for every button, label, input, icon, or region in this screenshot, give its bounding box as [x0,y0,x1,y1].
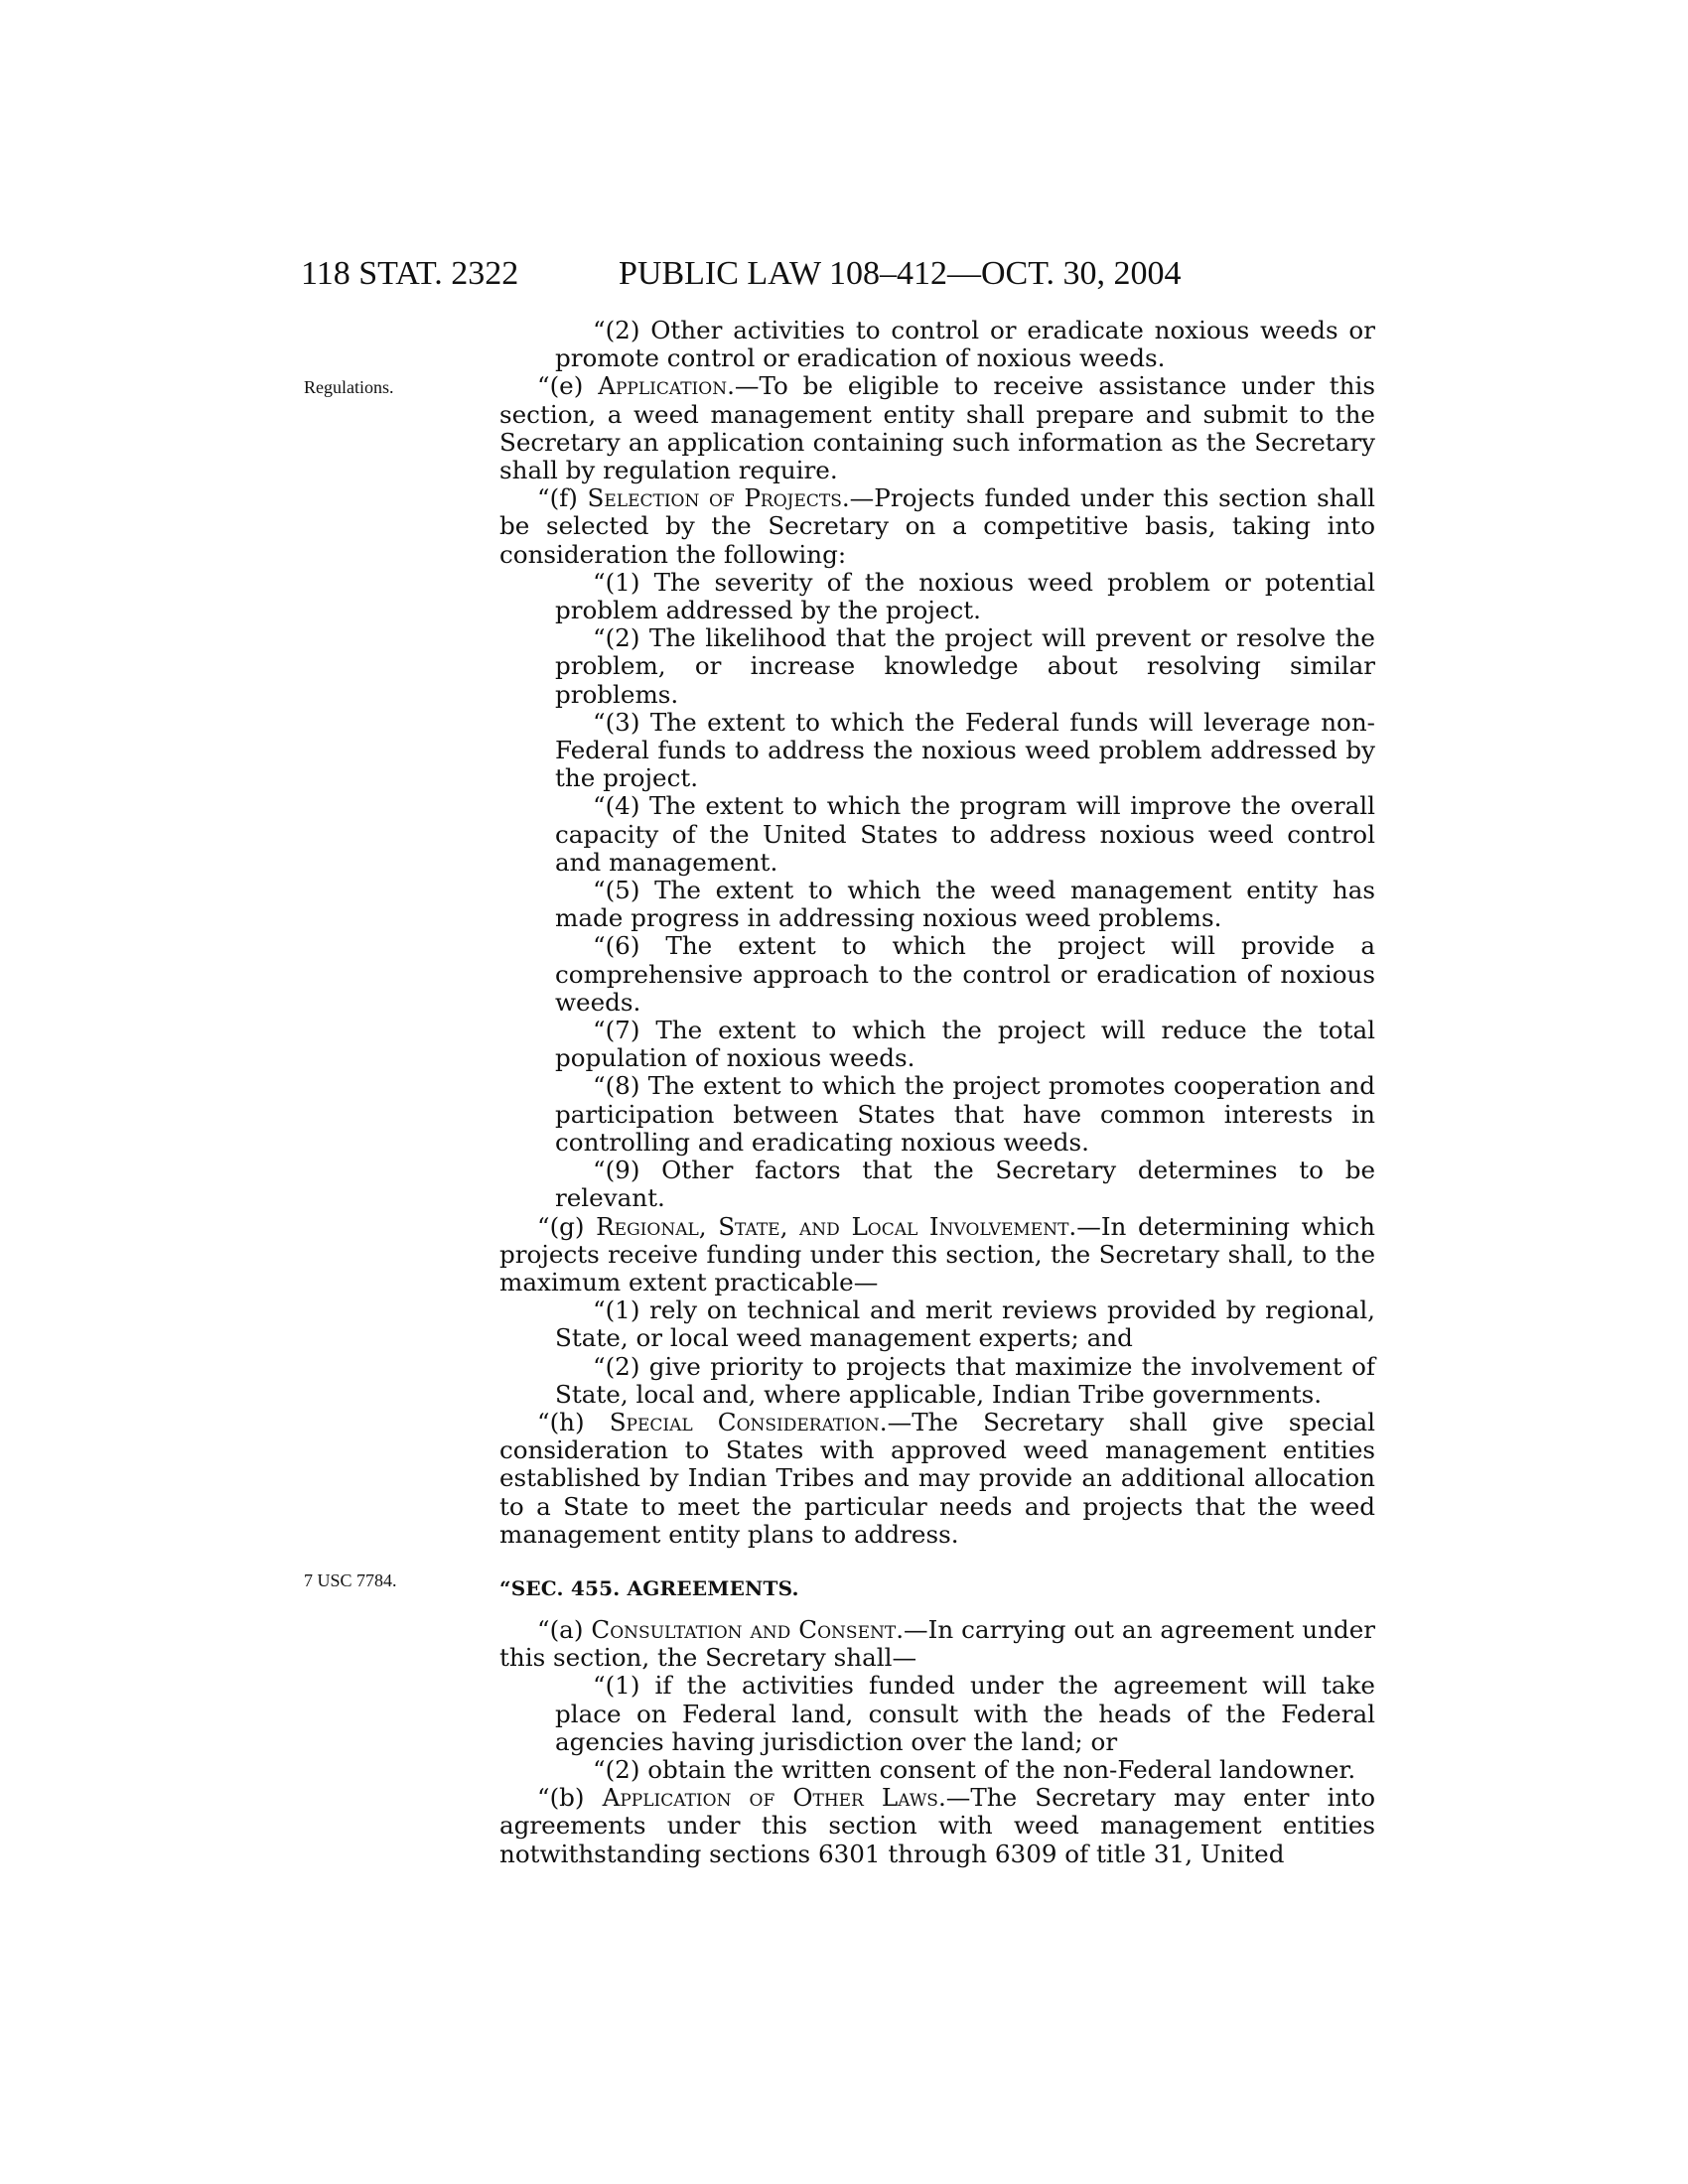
subsection-f-item: “(9) Other factors that the Secretary determines to be relevant. [555,1156,1375,1213]
subsection-h: “(h) Special Consideration.—The Secretary shall give special consideration to States with approved weed management entities established by Indian Tribes and may provide an additional allocation to a State to meet the particular needs and projects that the weed management entity plans to address. [499,1407,1375,1549]
subsection-f-item: “(7) The extent to which the project will reduce the total population of noxious weeds. [555,1016,1375,1073]
statute-page-reference: 118 STAT. 2322 [301,255,519,292]
margin-note-regulations: Regulations. [304,377,394,397]
margin-note-usc: 7 USC 7784. [304,1570,397,1590]
subsection-h-heading: Special Consideration [609,1407,880,1436]
subsection-f-item: “(1) The severity of the noxious weed problem or potential problem addressed by the project. [555,567,1375,625]
subsection-a-heading: Consultation and Consent [591,1614,897,1644]
subsection-a-item: “(1) if the activities funded under the agreement will take place on Federal land, consult with the heads of the Federal agencies having jurisdiction over the land; or [555,1671,1375,1756]
public-law-reference: PUBLIC LAW 108–412—OCT. 30, 2004 [619,255,1182,292]
subsection-g-heading: Regional, State, and Local Involvement [596,1211,1069,1241]
subsection-g: “(g) Regional, State, and Local Involvement.—In determining which projects receive funding under this section, the Secretary shall, to the maximum extent practicable— [499,1211,1376,1297]
subsection-f-item: “(2) The likelihood that the project will prevent or resolve the problem, or increase knowledge about resolving similar problems. [555,623,1375,709]
subsection-g-item: “(2) give priority to projects that maximize the involvement of State, local and, where applicable, Indian Tribe governments. [555,1351,1375,1409]
subsection-f-item: “(6) The extent to which the project will provide a comprehensive approach to the control or eradication of noxious weeds. [555,931,1375,1017]
subsection-a: “(a) Consultation and Consent.—In carrying out an agreement under this section, the Secretary shall— [499,1614,1376,1673]
subsection-e: “(e) Application.—To be eligible to receive assistance under this section, a weed management entity shall prepare and submit to the Secretary an application containing such information as the Secretary shall by regulation require. [499,371,1375,485]
subsection-f-heading: Selection of Projects [587,483,842,513]
section-455-heading: “SEC. 455. AGREEMENTS. [499,1575,799,1600]
subsection-a-item: “(2) obtain the written consent of the non-Federal landowner. [593,1754,1356,1784]
paragraph-d-2: “(2) Other activities to control or eradicate noxious weeds or promote control or eradication of noxious weeds. [555,316,1375,373]
subsection-e-heading: Application [598,371,728,401]
page-header [301,252,1375,296]
subsection-b-heading: Application of Other Laws [602,1783,938,1813]
subsection-f-item: “(5) The extent to which the weed management entity has made progress in addressing noxious weed problems. [555,876,1375,933]
subsection-b: “(b) Application of Other Laws.—The Secretary may enter into agreements under this section with weed management entities notwithstanding sections 6301 through 6309 of title 31, United [499,1783,1376,1868]
subsection-f-item: “(3) The extent to which the Federal funds will leverage non-Federal funds to address the noxious weed problem addressed by the project. [555,707,1375,793]
statute-body [499,317,1375,1868]
subsection-f-item: “(8) The extent to which the project promotes cooperation and participation between States that have common interests in controlling and eradicating noxious weeds. [555,1071,1375,1157]
subsection-g-item: “(1) rely on technical and merit reviews provided by regional, State, or local weed management experts; and [555,1296,1375,1353]
subsection-f: “(f) Selection of Projects.—Projects funded under this section shall be selected by the Secretary on a competitive basis, taking into consideration the following: [499,483,1375,569]
subsection-f-item: “(4) The extent to which the program will improve the overall capacity of the United States to address noxious weed control and management. [555,791,1375,877]
